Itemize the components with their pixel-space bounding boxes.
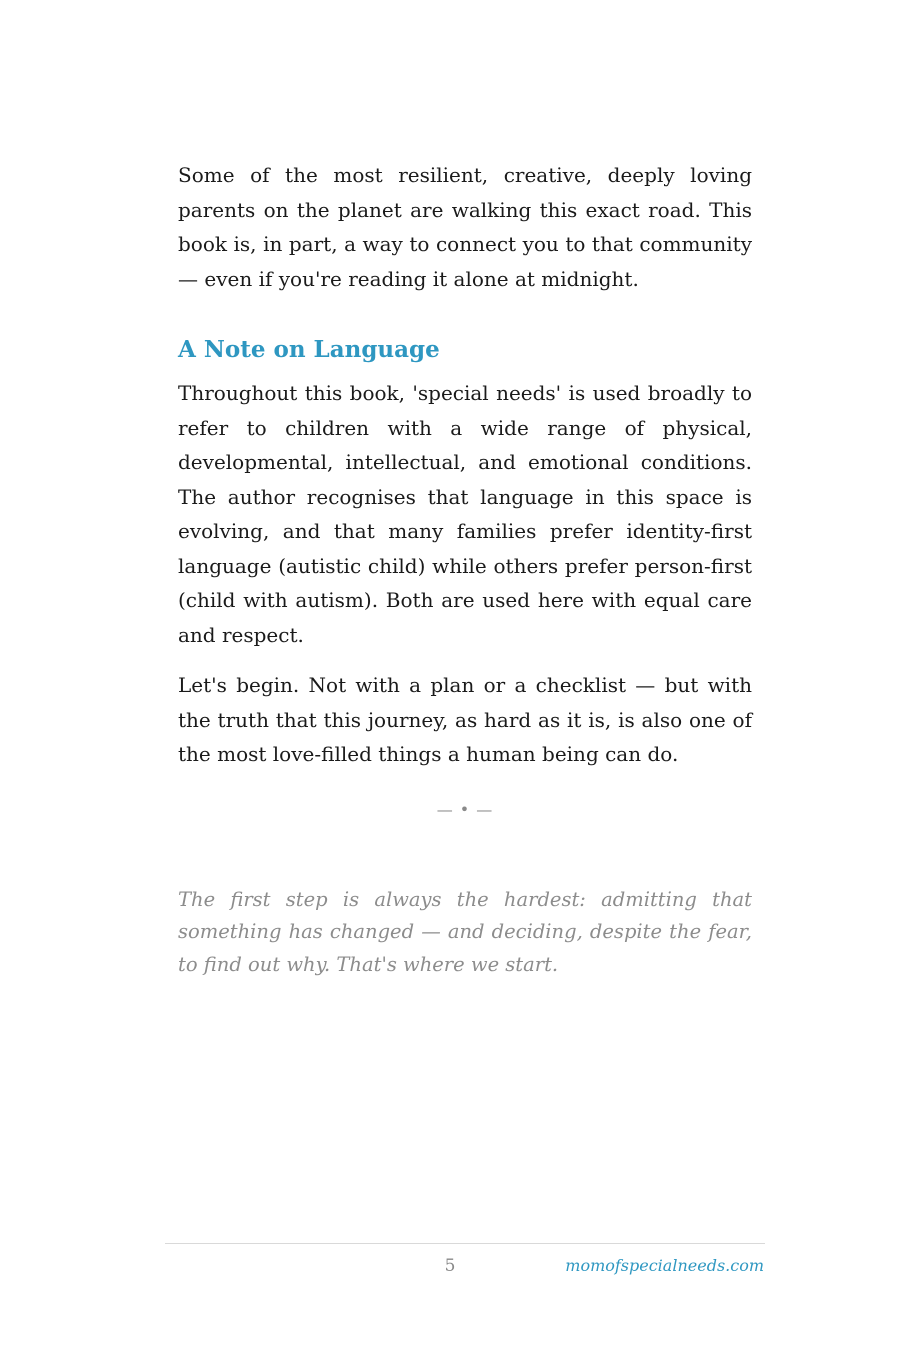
footer-website-link[interactable]: momofspecialneeds.com (565, 1256, 764, 1275)
page-number: 5 (444, 1256, 456, 1276)
pull-quote: The first step is always the hardest: admitting that something has changed — and deciding, despite the fear, to find out why. That's where we start. (178, 887, 752, 976)
section-heading: A Note on Language (178, 336, 440, 363)
footer-divider (165, 1243, 765, 1244)
language-paragraph: Throughout this book, 'special needs' is used broadly to refer to children with a wide range of physical, developmental, intellectual, and emotional conditions. The author recognises that language in this space is evolving, and that many families prefer identity-first language (autistic child) while others prefer person-first (child with autism). Both are used here with equal care and respect. (178, 381, 752, 647)
page-content (178, 158, 752, 981)
closing-paragraph: Let's begin. Not with a plan or a checklist — but with the truth that this journey, as hard as it is, is also one of the most love-filled things a human being can do. (178, 673, 752, 766)
intro-paragraph: Some of the most resilient, creative, deeply loving parents on the planet are walking this exact road. This book is, in part, a way to connect you to that community — even if you're reading it alone at midnight. (178, 163, 752, 291)
section-separator: — • — (436, 799, 494, 819)
